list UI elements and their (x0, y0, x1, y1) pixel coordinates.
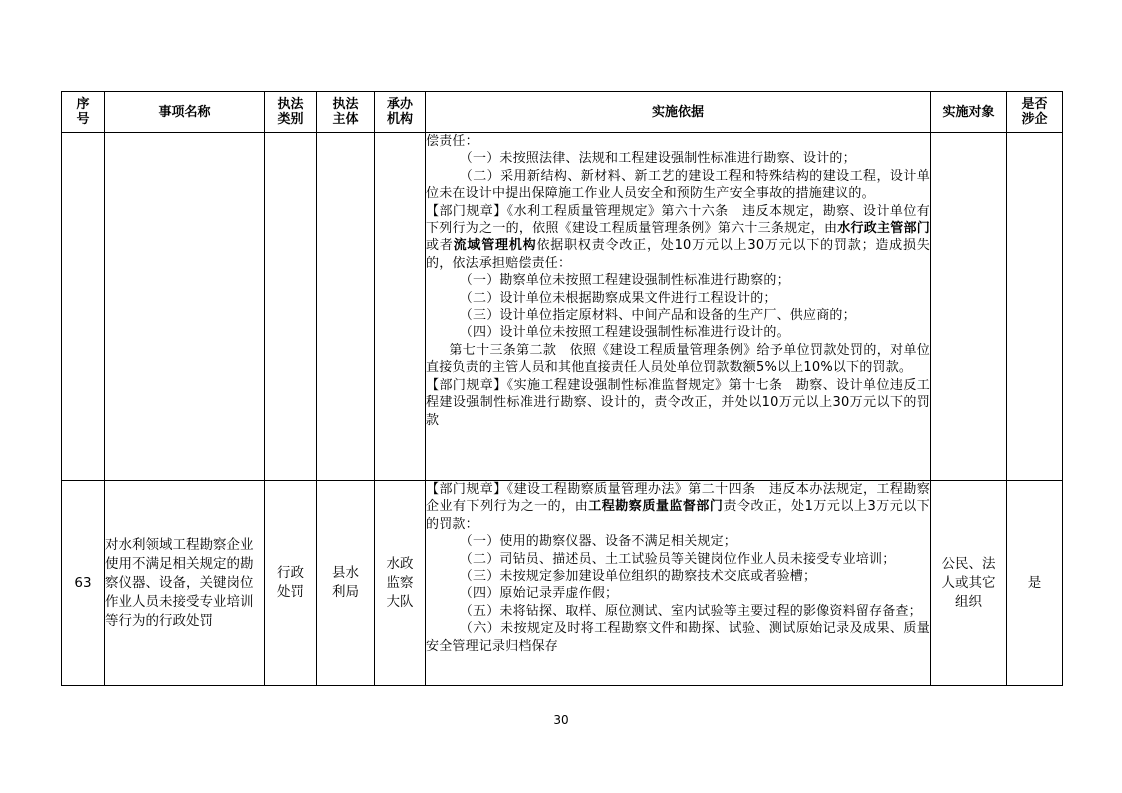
cell-enterprise (1007, 133, 1063, 481)
header-name: 事项名称 (105, 92, 265, 133)
basis-line: （六）未按规定及时将工程勘察文件和勘探、试验、测试原始记录及成果、质量安全管理记录归档保存 (426, 621, 930, 654)
basis-line: （三）未按规定参加建设单位组织的勘察技术交底或者验槽； (459, 569, 817, 585)
cell-name (105, 133, 265, 481)
row-category: 行政处罚 (265, 481, 317, 686)
header-enterprise: 是否涉企 (1007, 92, 1063, 133)
header-basis: 实施依据 (426, 92, 931, 133)
basis-line: （二）采用新结构、新材料、新工艺的建设工程和特殊结构的建设工程，设计单位未在设计中提出保障施工作业人员安全和预防生产安全事故的措施建议的。 (426, 168, 930, 202)
basis-line: （五）未将钻探、取样、原位测试、室内试验等主要过程的影像资料留存备查； (459, 603, 922, 619)
basis-paragraph (426, 481, 930, 533)
basis-line: （一）勘察单位未按照工程建设强制性标准进行勘察的； (459, 273, 790, 289)
cell-org (375, 133, 426, 481)
basis-text: 【部门规章】《建设工程勘察质量管理办法》第二十四条 违反本办法规定，工程勘察企业有下列行为之一的，由 (426, 482, 930, 515)
cell-basis (426, 133, 931, 481)
row-target: 公民、法人或其它组织 (931, 481, 1007, 686)
row-org: 水政监察大队 (375, 481, 426, 686)
cell-basis (426, 481, 931, 686)
basis-line: （一）未按照法律、法规和工程建设强制性标准进行勘察、设计的； (459, 151, 856, 167)
basis-text: 责令改正，处1万元以上3万元以下的罚款： (426, 499, 930, 532)
basis-paragraph (426, 203, 930, 273)
cell-seq (62, 133, 105, 481)
basis-line: （四）设计单位未按照工程建设强制性标准进行设计的。 (459, 325, 790, 341)
basis-bold-text: 工程勘察质量监督部门 (588, 499, 724, 515)
row-name: 对水利领域工程勘察企业使用不满足相关规定的勘察仪器、设备，关键岗位作业人员未接受专业培训等行为的行政处罚 (105, 481, 265, 686)
basis-text: 或者 (426, 238, 454, 254)
basis-bold-text: 水行政主管部门 (837, 221, 931, 237)
header-org: 承办机构 (375, 92, 426, 133)
basis-line: 第七十三条第二款 依照《建设工程质量管理条例》给予单位罚款处罚的，对单位直接负责的主管人员和其他直接责任人员处单位罚款数额5%以上10%以下的罚款。 (426, 342, 930, 376)
enforcement-table (61, 91, 1063, 686)
basis-text: 依据职权责令改正，处10万元以上30万元以下的罚款；造成损失的，依法承担赔偿责任： (426, 238, 930, 271)
row-subject: 县水利局 (317, 481, 375, 686)
page-number: 30 (553, 713, 569, 727)
table-row (62, 481, 1063, 686)
basis-bold-text: 流域管理机构 (453, 238, 537, 254)
header-target: 实施对象 (931, 92, 1007, 133)
header-seq: 序号 (62, 92, 105, 133)
table-row (62, 133, 1063, 481)
basis-line: （四）原始记录弄虚作假； (459, 586, 619, 602)
header-subject: 执法主体 (317, 92, 375, 133)
basis-text: 【部门规章】《水利工程质量管理规定》第六十六条 违反本规定，勘察、设计单位有下列行为之一的，依照《建设工程质量管理条例》第六十三条规定，由 (426, 203, 930, 237)
basis-line: （二）司钻员、描述员、土工试验员等关键岗位作业人员未接受专业培训； (459, 551, 896, 567)
row-enterprise: 是 (1007, 481, 1063, 686)
row-seq: 63 (62, 481, 105, 686)
basis-line: 【部门规章】《实施工程建设强制性标准监督规定》第十七条 勘察、设计单位违反工程建设强制性标准进行勘察、设计的，责令改正，并处以10万元以上30万元以下的罚款 (426, 377, 930, 428)
header-category: 执法类别 (265, 92, 317, 133)
header-row (62, 92, 1063, 133)
basis-line: （三）设计单位指定原材料、中间产品和设备的生产厂、供应商的； (459, 308, 856, 324)
cell-target (931, 133, 1007, 481)
cell-subject (317, 133, 375, 481)
basis-line: （一）使用的勘察仪器、设备不满足相关规定； (459, 534, 737, 550)
cell-category (265, 133, 317, 481)
basis-line: 偿责任： (426, 134, 479, 149)
basis-line: （二）设计单位未根据勘察成果文件进行工程设计的； (459, 290, 777, 306)
